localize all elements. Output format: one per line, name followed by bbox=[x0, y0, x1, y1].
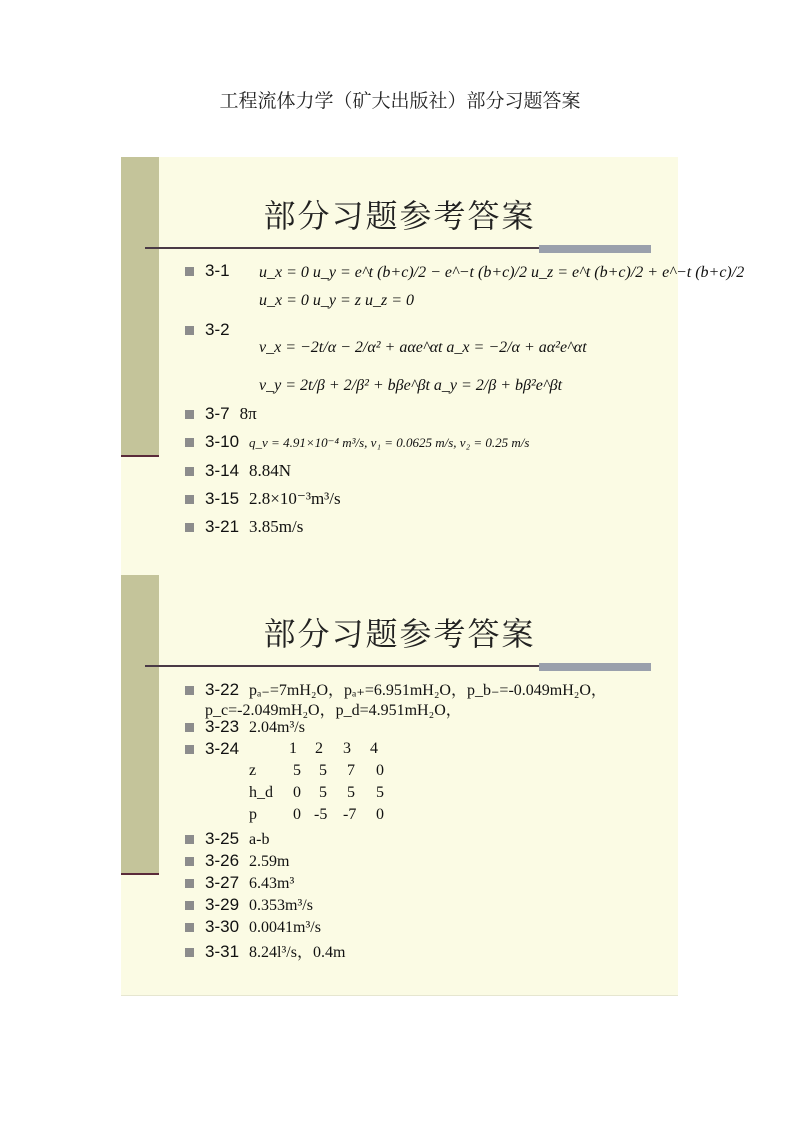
answer-item bbox=[185, 829, 269, 849]
answer-value: 0.353m³/s bbox=[249, 897, 313, 914]
problem-number: 3-30 bbox=[205, 917, 240, 936]
answer-formula: v_x = −2t/α − 2/α² + aαe^αt a_x = −2/α + aα²e^αt bbox=[259, 339, 587, 356]
problem-number: 3-24 bbox=[205, 739, 240, 758]
answer-formula: v_y = 2t/β + 2/β² + bβe^βt a_y = 2/β + bβ²e^βt bbox=[259, 377, 563, 394]
problem-number: 3-7 bbox=[205, 404, 230, 423]
table-cell: -7 bbox=[343, 806, 357, 823]
answer-item bbox=[185, 895, 313, 915]
answer-item bbox=[185, 851, 289, 871]
table-header-cell: 3 bbox=[343, 740, 351, 757]
problem-number: 3-25 bbox=[205, 829, 240, 848]
table-row-label: p bbox=[249, 806, 257, 823]
answer-value: 0.0041m³/s bbox=[249, 919, 321, 936]
answer-value-continued: p_c=-2.049mH₂O，p_d=4.951mH₂O， bbox=[205, 702, 462, 719]
bullet-icon bbox=[185, 948, 194, 957]
answer-value: q_v = 4.91×10⁻⁴ m³/s, v₁ = 0.0625 m/s, v₂ = 0.25 m/s bbox=[249, 435, 530, 450]
bullet-icon bbox=[185, 923, 194, 932]
problem-number: 3-14 bbox=[205, 461, 240, 480]
answer-value: pₐ₋=7mH₂O，pₐ₊=6.951mH₂O，p_b₋=-0.049mH₂O， bbox=[249, 682, 607, 699]
table-header-cell: 2 bbox=[315, 740, 323, 757]
bullet-icon bbox=[185, 857, 194, 866]
bullet-icon bbox=[185, 438, 194, 447]
answer-value: 2.59m bbox=[249, 853, 290, 870]
answer-item bbox=[185, 917, 321, 937]
table-cell: 7 bbox=[347, 762, 355, 779]
table-cell: 5 bbox=[293, 762, 301, 779]
answer-item bbox=[185, 939, 345, 962]
answer-value: 2.8×10⁻³m³/s bbox=[249, 489, 341, 508]
problem-number: 3-21 bbox=[205, 517, 240, 536]
table-cell: 5 bbox=[319, 762, 327, 779]
bullet-icon bbox=[185, 835, 194, 844]
problem-number: 3-15 bbox=[205, 489, 240, 508]
table-cell: 5 bbox=[319, 784, 327, 801]
answer-item bbox=[185, 461, 291, 481]
table-row-label: h_d bbox=[249, 784, 273, 801]
problem-number: 3-1 bbox=[205, 261, 230, 280]
bullet-icon bbox=[185, 901, 194, 910]
bullet-icon bbox=[185, 523, 194, 532]
slide-side-bar-end bbox=[121, 455, 159, 457]
table-cell: 0 bbox=[376, 806, 384, 823]
answer-item bbox=[185, 489, 341, 509]
problem-number: 3-31 bbox=[205, 942, 240, 961]
table-cell: 0 bbox=[293, 784, 301, 801]
bullet-icon bbox=[185, 326, 194, 335]
answer-item bbox=[185, 517, 303, 537]
answer-value: 3.85m/s bbox=[249, 517, 304, 536]
answer-item bbox=[185, 320, 240, 340]
slide-2 bbox=[121, 575, 678, 996]
slide-title: 部分习题参考答案 bbox=[263, 615, 536, 653]
problem-number: 3-22 bbox=[205, 680, 240, 699]
bullet-icon bbox=[185, 410, 194, 419]
slide-title: 部分习题参考答案 bbox=[263, 197, 536, 235]
table-cell: 5 bbox=[376, 784, 384, 801]
problem-number: 3-27 bbox=[205, 873, 240, 892]
answer-value: 8.24l³/s，0.4m bbox=[249, 944, 346, 961]
table-cell: -5 bbox=[314, 806, 328, 823]
problem-number: 3-10 bbox=[205, 432, 240, 451]
problem-number: 3-29 bbox=[205, 895, 240, 914]
bullet-icon bbox=[185, 467, 194, 476]
bullet-icon bbox=[185, 267, 194, 276]
answer-item bbox=[185, 404, 257, 424]
bullet-icon bbox=[185, 495, 194, 504]
problem-number: 3-23 bbox=[205, 717, 240, 736]
answer-value: 2.04m³/s bbox=[249, 719, 305, 736]
slide-1 bbox=[121, 157, 745, 575]
answer-formula: u_x = 0 u_y = z u_z = 0 bbox=[259, 292, 415, 309]
answer-value: 6.43m³ bbox=[249, 875, 295, 892]
answer-value: 8π bbox=[239, 404, 257, 423]
bullet-icon bbox=[185, 879, 194, 888]
answer-item bbox=[185, 873, 294, 893]
table-cell: 0 bbox=[376, 762, 384, 779]
answer-formula: u_x = 0 u_y = e^t (b+c)/2 − e^−t (b+c)/2 u_z = e^t (b+c)/2 + e^−t (b+c)/2 bbox=[259, 264, 745, 281]
answer-value: a-b bbox=[249, 831, 270, 848]
problem-number: 3-2 bbox=[205, 320, 230, 339]
table-row-label: z bbox=[249, 762, 257, 779]
table-cell: 0 bbox=[293, 806, 301, 823]
table-header-cell: 4 bbox=[370, 740, 378, 757]
problem-number: 3-26 bbox=[205, 851, 240, 870]
answer-item bbox=[185, 261, 240, 281]
title-rule-accent bbox=[539, 245, 651, 253]
document-title: 工程流体力学（矿大出版社）部分习题答案 bbox=[219, 90, 581, 112]
answer-value: 8.84N bbox=[249, 461, 292, 480]
table-cell: 5 bbox=[347, 784, 355, 801]
answer-item bbox=[185, 432, 529, 452]
table-header-cell: 1 bbox=[289, 740, 297, 757]
